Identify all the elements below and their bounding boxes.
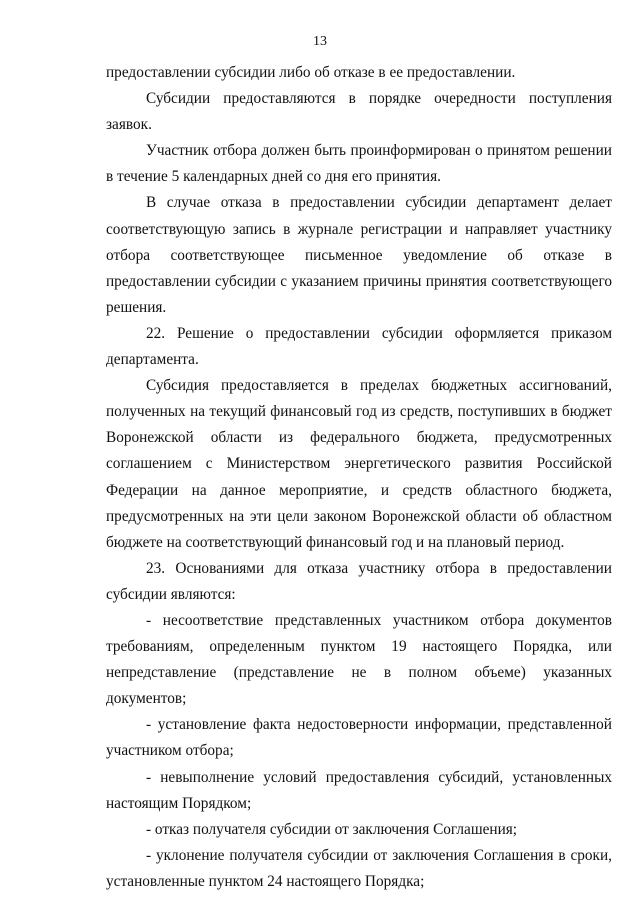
paragraph: Субсидия предоставляется в пределах бюджетных ассигнований, полученных на текущий финансовый год из средств, поступивших в бюджет Воронежской области из федерального бюджета, предусмотренных соглашением с Министерством энергетического развития Российской Федерации на данное мероприятие, и средств областного бюджета, предусмотренных на эти цели законом Воронежской области об областном бюджете на соответствующий финансовый год и на плановый период. bbox=[106, 377, 612, 551]
list-item: - невыполнение условий предоставления субсидий, установленных настоящим Порядком; bbox=[106, 768, 612, 812]
page-number: 13 bbox=[313, 34, 327, 49]
paragraph: Участник отбора должен быть проинформирован о принятом решении в течение 5 календарных дней со дня его принятия. bbox=[106, 142, 612, 186]
list-item: - установление факта недостоверности информации, представленной участником отбора; bbox=[106, 716, 612, 760]
document-body bbox=[106, 60, 612, 895]
list-item: - уклонение получателя субсидии от заключения Соглашения в сроки, установленные пунктом 24 настоящего Порядка; bbox=[106, 846, 612, 890]
paragraph: 22. Решение о предоставлении субсидии оформляется приказом департамента. bbox=[106, 324, 612, 369]
list-item: - несоответствие представленных участником отбора документов требованиям, определенным пунктом 19 настоящего Порядка, или непредставление (представление не в полном объеме) указанных документов; bbox=[106, 611, 612, 708]
paragraph: предоставлении субсидии либо об отказе в ее предоставлении. bbox=[106, 64, 516, 81]
list-item: - отказ получателя субсидии от заключения Соглашения; bbox=[146, 820, 518, 838]
paragraph: В случае отказа в предоставлении субсидии департамент делает соответствующую запись в журнале регистрации и направляет участнику отбора соответствующее письменное уведомление об отказе в предоставлении субсидии с указанием причины принятия соответствующего решения. bbox=[106, 194, 612, 316]
paragraph: 23. Основаниями для отказа участнику отбора в предоставлении субсидии являются: bbox=[106, 559, 612, 603]
paragraph: Субсидии предоставляются в порядке очередности поступления заявок. bbox=[106, 90, 612, 134]
